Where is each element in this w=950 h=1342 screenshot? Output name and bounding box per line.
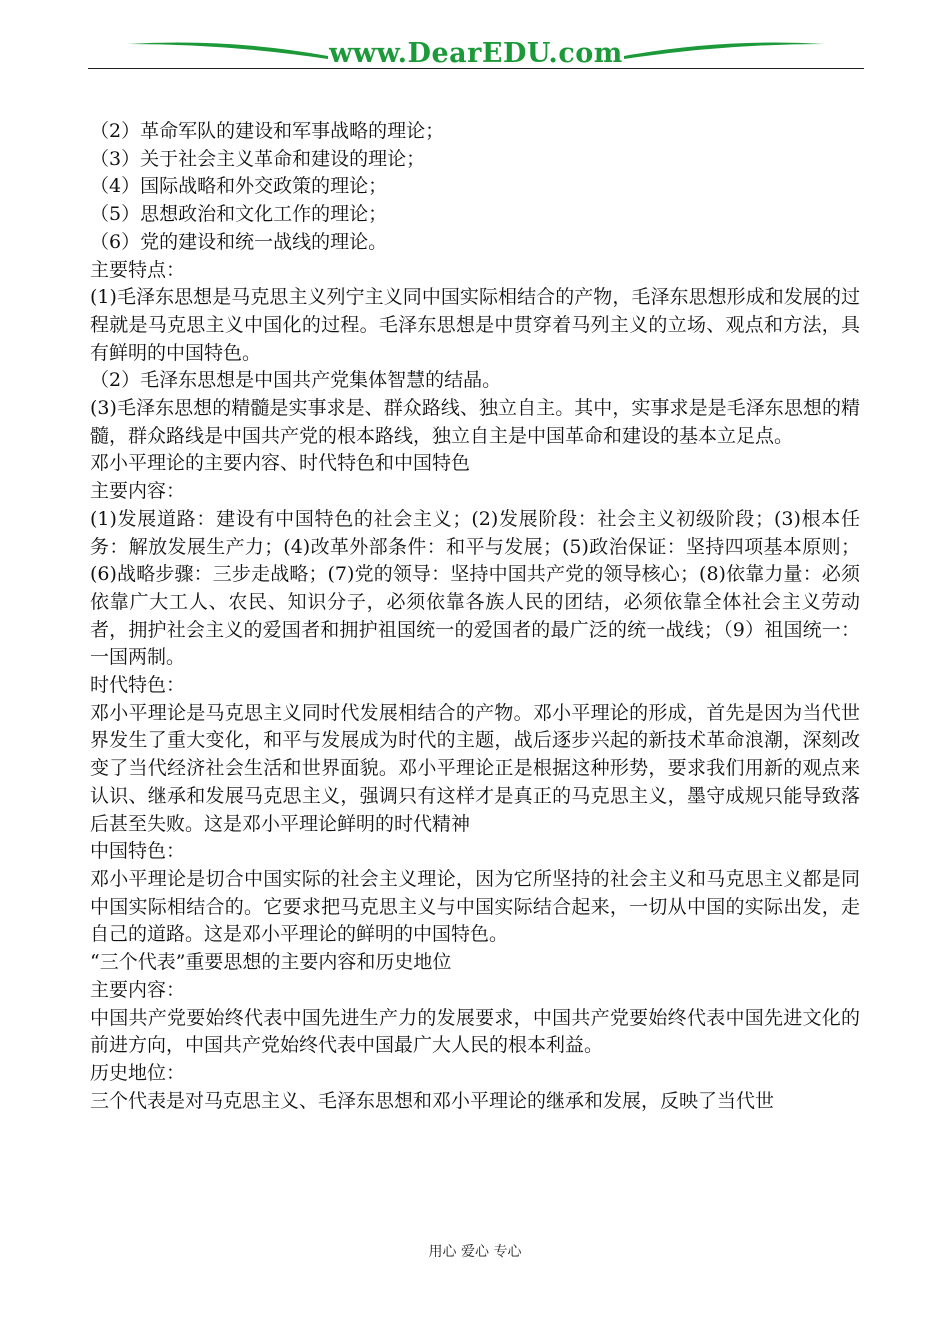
paragraph: 邓小平理论是切合中国实际的社会主义理论，因为它所坚持的社会主义和马克思主义都是同中国实际相结合的。它要求把马克思主义与中国实际结合起来，一切从中国的实际出发，走自己的道路。这是邓小平理论的鲜明的中国特色。: [90, 867, 860, 946]
section-heading: 邓小平理论的主要内容、时代特色和中国特色: [90, 452, 471, 475]
list-item: （3）关于社会主义革命和建设的理论；: [90, 147, 426, 170]
page-footer: 用心 爱心 专心: [428, 1244, 522, 1260]
section-heading: 中国特色：: [90, 840, 186, 863]
list-item: （6）党的建设和统一战线的理论。: [90, 230, 388, 253]
header-divider: [88, 68, 864, 69]
paragraph: （2）毛泽东思想是中国共产党集体智慧的结晶。: [90, 369, 502, 392]
paragraph: 三个代表是对马克思主义、毛泽东思想和邓小平理论的继承和发展，反映了当代世: [90, 1089, 775, 1112]
list-item: （2）革命军队的建设和军事战略的理论；: [90, 120, 445, 142]
site-url-banner[interactable]: www.DearEDU.com: [329, 38, 623, 69]
section-heading: 历史地位：: [90, 1061, 186, 1084]
list-item: （5）思想政治和文化工作的理论；: [90, 203, 388, 226]
section-heading: 主要内容：: [90, 480, 186, 503]
section-heading: 主要内容：: [90, 978, 186, 1001]
section-heading: 时代特色：: [90, 674, 186, 697]
document-body: [90, 118, 860, 1115]
paragraph: (3)毛泽东思想的精髓是实事求是、群众路线、独立自主。其中，实事求是是毛泽东思想的精髓，群众路线是中国共产党的根本路线，独立自主是中国革命和建设的基本立足点。: [90, 397, 860, 447]
paragraph: 中国共产党要始终代表中国先进生产力的发展要求，中国共产党要始终代表中国先进文化的前进方向，中国共产党始终代表中国最广大人民的根本利益。: [90, 1006, 860, 1057]
paragraph: 邓小平理论是马克思主义同时代发展相结合的产物。邓小平理论的形成，首先是因为当代世界发生了重大变化，和平与发展成为时代的主题，战后逐步兴起的新技术革命浪潮，深刻改变了当代经济社会生活和世界面貌。邓小平理论正是根据这种形势，要求我们用新的观点来认识、继承和发展马克思主义，强调只有这样才是真正的马克思主义，墨守成规只能导致落后甚至失败。这是邓小平理论鲜明的时代精神: [90, 701, 860, 835]
paragraph: (1)发展道路：建设有中国特色的社会主义；(2)发展阶段：社会主义初级阶段；(3)根本任务：解放发展生产力；(4)改革外部条件：和平与发展；(5)政治保证：坚持四项基本原则；(6)战略步骤：三步走战略；(7)党的领导：坚持中国共产党的领导核心；(8)依靠力量：必须依靠广大工人、农民、知识分子，必须依靠各族人民的团结，必须依靠全体社会主义劳动者，拥护社会主义的爱国者和拥护祖国统一的爱国者的最广泛的统一战线；（9）祖国统一：一国两制。: [90, 507, 860, 669]
section-heading: “三个代表”重要思想的主要内容和历史地位: [90, 951, 452, 974]
section-heading: 主要特点：: [90, 258, 186, 281]
paragraph: (1)毛泽东思想是马克思主义列宁主义同中国实际相结合的产物，毛泽东思想形成和发展的过程就是马克思主义中国化的过程。毛泽东思想是中贯穿着马列主义的立场、观点和方法，具有鲜明的中国特色。: [90, 286, 860, 364]
list-item: （4）国际战略和外交政策的理论；: [90, 175, 388, 198]
